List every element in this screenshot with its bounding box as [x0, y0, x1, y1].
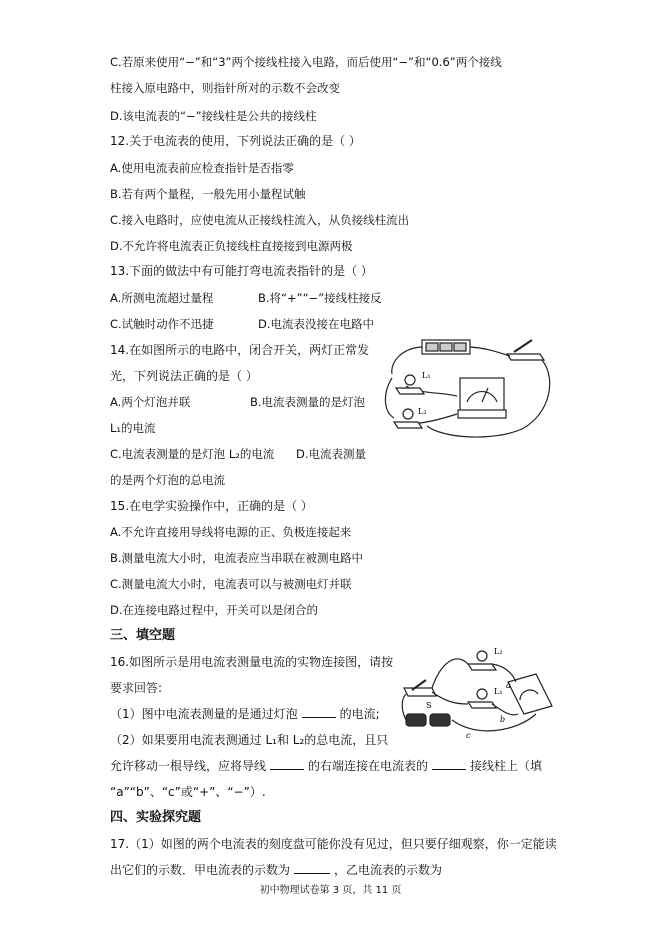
q15-option-b: B.测量电流大小时，电流表应当串联在被测电路中	[110, 551, 364, 565]
q16-blank-2[interactable]	[270, 758, 304, 770]
q15-option-c: C.测量电流大小时，电流表可以与被测电灯并联	[110, 577, 352, 591]
q14-option-b-line2: L₁的电流	[110, 421, 156, 435]
q12-option-d: D.不允许将电流表正负接线柱直接接到电源两极	[110, 239, 353, 253]
q15-option-a: A.不允许直接用导线将电源的正、负极连接起来	[110, 525, 352, 539]
q14-fig-label-l2: L₂	[418, 407, 427, 416]
section-3-heading: 三、填空题	[110, 628, 176, 643]
q14-option-b-line1: B.电流表测量的是灯泡	[250, 395, 366, 409]
q11-option-c-line1: C.若原来使用“−”和“3”两个接线柱接入电路，而后使用“−”和“0.6”两个接线	[110, 55, 502, 69]
q13-stem: 13.下面的做法中有可能打弯电流表指针的是（ ）	[110, 264, 373, 278]
q14-option-c: C.电流表测量的是灯泡 L₂的电流	[110, 447, 275, 461]
q16-part1-text-a: （1）图中电流表测量的是通过灯泡	[110, 707, 298, 721]
q17-text-b: ，乙电流表的示数为	[334, 863, 443, 877]
q13-option-d: D.电流表没接在电路中	[258, 317, 375, 331]
q15-stem: 15.在电学实验操作中，正确的是（ ）	[110, 499, 313, 513]
q16-part2-line3: “a”“b”、“c”或“+”、“−”）.	[110, 785, 266, 799]
q17-line1: 17.（1）如图的两个电流表的刻度盘可能你没有见过，但只要仔细观察，你一定能读	[110, 837, 557, 851]
q16-fig-label-l1: L₁	[494, 687, 503, 696]
q17-line2	[110, 862, 442, 878]
q16-stem-line2: 要求回答:	[110, 681, 163, 695]
q16-part2-line2	[110, 758, 542, 774]
q14-option-d-line1: D.电流表测量	[296, 447, 367, 461]
q14-option-d-line2: 的是两个灯泡的总电流	[110, 473, 225, 487]
q16-stem-line1: 16.如图所示是用电流表测量电流的实物连接图，请按	[110, 655, 394, 669]
q14-fig-label-l1: L₁	[422, 371, 431, 380]
q14-stem-line2: 光，下列说法正确的是（ ）	[110, 369, 258, 383]
q17-text-a: 出它们的示数．甲电流表的示数为	[110, 863, 291, 877]
q16-fig-label-s: S	[426, 701, 432, 710]
page-footer: 初中物理试卷第 3 页，共 11 页	[259, 885, 402, 896]
q14-circuit-figure	[372, 334, 554, 444]
q16-part2-text-a: 允许移动一根导线，应将导线	[110, 759, 267, 773]
section-4-heading: 四、实验探究题	[110, 810, 202, 825]
q14-stem-line1: 14.在如图所示的电路中，闭合开关，两灯正常发	[110, 343, 370, 357]
q16-part2-text-b: 的右端连接在电流表的	[308, 759, 429, 773]
q13-option-c: C.试触时动作不迅捷	[110, 317, 214, 331]
q16-part2-line1: （2）如果要用电流表测通过 L₁和 L₂的总电流，且只	[110, 733, 389, 747]
q13-option-b: B.将“+”“−”接线柱接反	[258, 291, 382, 305]
q14-option-a: A.两个灯泡并联	[110, 395, 191, 409]
q13-option-a: A.所测电流超过量程	[110, 291, 214, 305]
q12-option-a: A.使用电流表前应检查指针是否指零	[110, 161, 294, 175]
q16-blank-1[interactable]	[302, 706, 336, 718]
q16-fig-label-b: b	[500, 715, 506, 724]
q16-blank-3[interactable]	[432, 758, 466, 770]
q12-stem: 12.关于电流表的使用，下列说法正确的是（ ）	[110, 134, 361, 148]
q11-option-d: D.该电流表的“−”接线柱是公共的接线柱	[110, 109, 317, 123]
q16-fig-label-c: c	[466, 731, 471, 740]
q12-option-c: C.接入电路时，应使电流从正接线柱流入，从负接线柱流出	[110, 213, 410, 227]
q11-option-c-line2: 柱接入原电路中，则指针所对的示数不会改变	[110, 81, 340, 95]
q16-fig-label-a: a	[506, 681, 511, 690]
q12-option-b: B.若有两个量程，一般先用小量程试触	[110, 187, 306, 201]
q16-part1-text-b: 的电流;	[339, 707, 380, 721]
q17-blank-1[interactable]	[294, 862, 330, 874]
q16-part2-text-c: 接线柱上（填	[470, 759, 543, 773]
q16-part1	[110, 706, 380, 722]
q15-option-d: D.在连接电路过程中，开关可以是闭合的	[110, 603, 319, 617]
q16-fig-label-l2: L₂	[494, 647, 503, 656]
q16-circuit-figure	[396, 642, 556, 742]
